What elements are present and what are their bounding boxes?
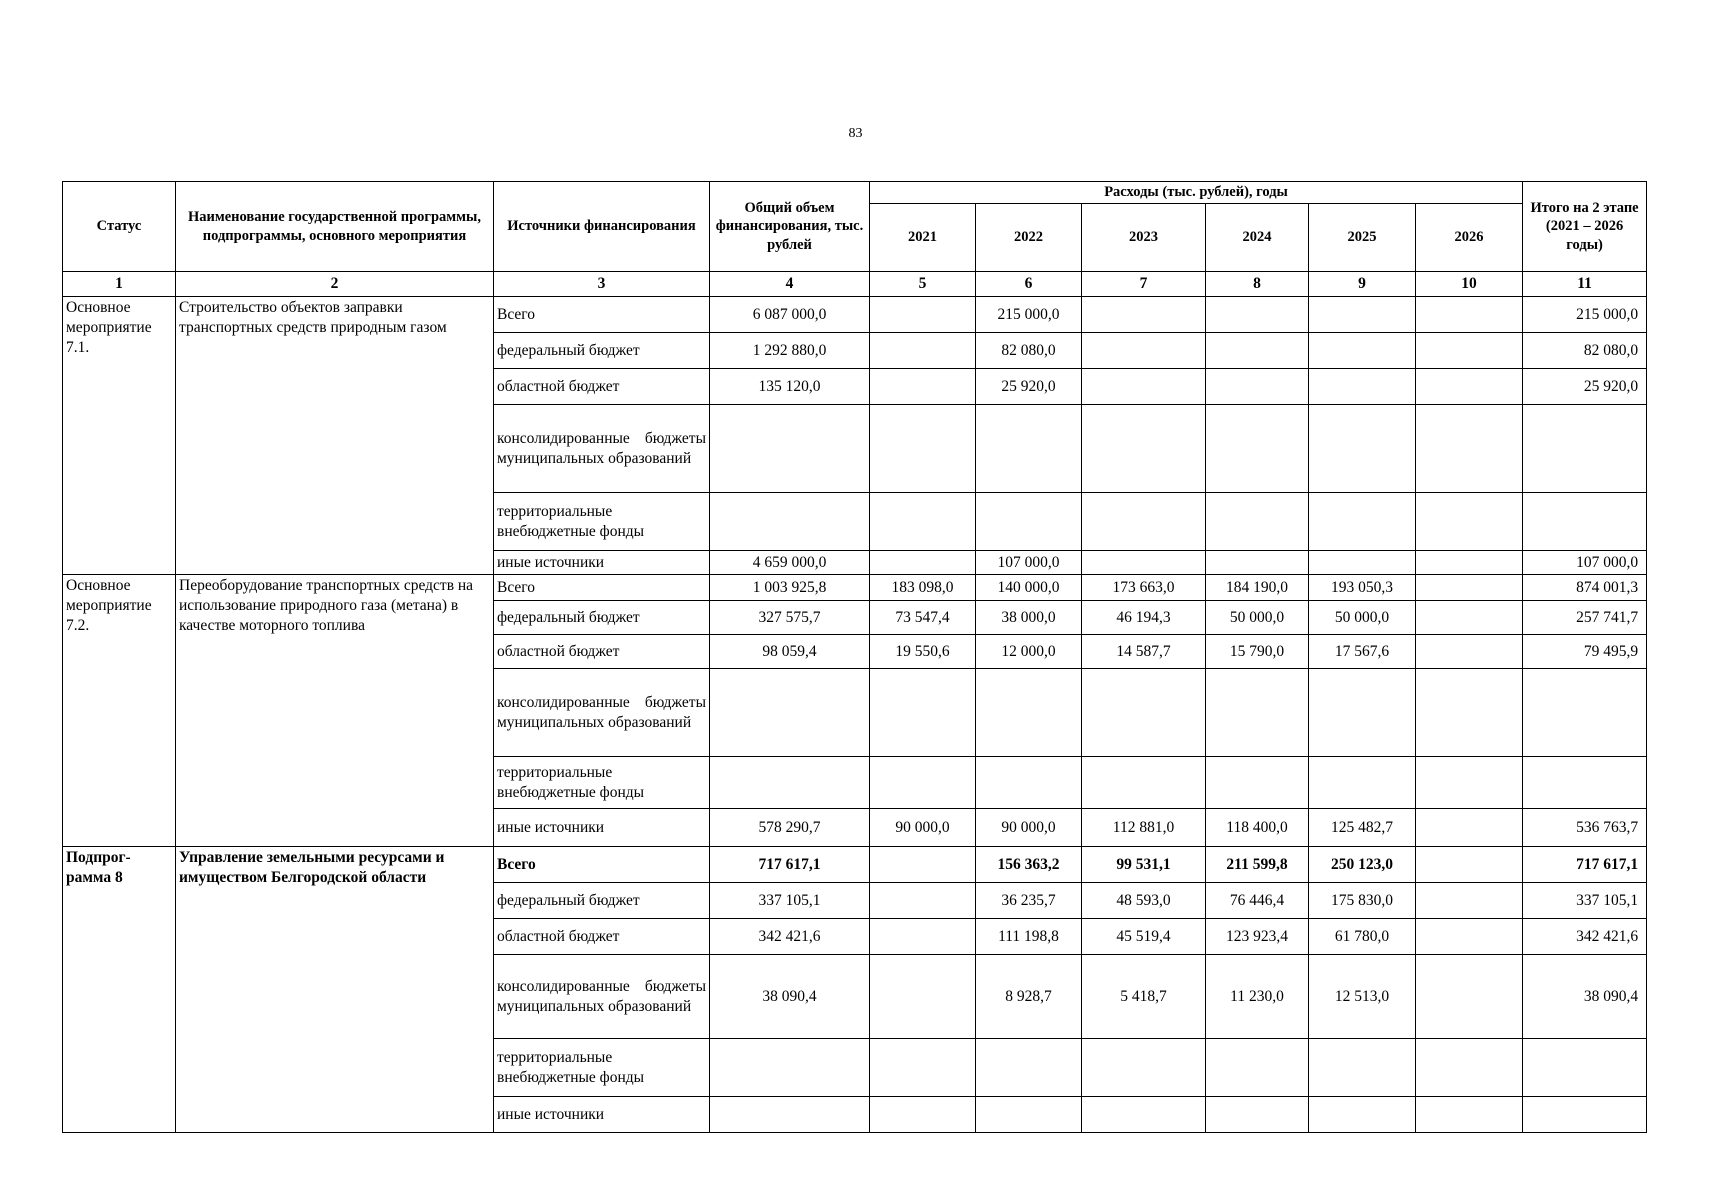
column-number: 4 [710, 272, 870, 297]
year-amount-cell: 250 123,0 [1309, 847, 1416, 883]
header-sources: Источники финансирования [494, 182, 710, 272]
year-amount-cell [870, 955, 976, 1039]
column-number: 11 [1523, 272, 1647, 297]
year-amount-cell [1082, 297, 1206, 333]
year-amount-cell [870, 551, 976, 575]
year-amount-cell [976, 669, 1082, 757]
year-amount-cell: 12 000,0 [976, 635, 1082, 669]
year-amount-cell: 111 198,8 [976, 919, 1082, 955]
total-amount-cell [710, 669, 870, 757]
stage-total-cell: 25 920,0 [1523, 369, 1647, 405]
total-amount-cell: 342 421,6 [710, 919, 870, 955]
total-amount-cell: 135 120,0 [710, 369, 870, 405]
header-year: 2026 [1416, 204, 1523, 272]
stage-total-cell [1523, 1039, 1647, 1097]
year-amount-cell [1082, 1039, 1206, 1097]
total-amount-cell: 337 105,1 [710, 883, 870, 919]
year-amount-cell [1082, 757, 1206, 809]
year-amount-cell: 193 050,3 [1309, 575, 1416, 601]
stage-total-cell [1523, 405, 1647, 493]
table-header [63, 182, 1647, 297]
header-year: 2024 [1206, 204, 1309, 272]
stage-total-cell: 536 763,7 [1523, 809, 1647, 847]
year-amount-cell [1309, 297, 1416, 333]
funding-source-cell: федеральный бюджет [494, 333, 710, 369]
total-amount-cell [710, 757, 870, 809]
year-amount-cell [870, 297, 976, 333]
funding-source-cell: иные источники [494, 809, 710, 847]
year-amount-cell: 8 928,7 [976, 955, 1082, 1039]
stage-total-cell: 215 000,0 [1523, 297, 1647, 333]
year-amount-cell [870, 1039, 976, 1097]
year-amount-cell [1206, 405, 1309, 493]
total-amount-cell: 38 090,4 [710, 955, 870, 1039]
year-amount-cell: 211 599,8 [1206, 847, 1309, 883]
funding-source-cell: территориальные внебюджетные фонды [494, 757, 710, 809]
year-amount-cell [1309, 493, 1416, 551]
year-amount-cell: 90 000,0 [976, 809, 1082, 847]
year-amount-cell: 215 000,0 [976, 297, 1082, 333]
year-amount-cell: 14 587,7 [1082, 635, 1206, 669]
year-amount-cell: 25 920,0 [976, 369, 1082, 405]
status-cell: Основное мероприятие 7.1. [63, 297, 176, 575]
page-number: 83 [848, 126, 863, 141]
year-amount-cell: 184 190,0 [1206, 575, 1309, 601]
year-amount-cell: 125 482,7 [1309, 809, 1416, 847]
year-amount-cell [1416, 405, 1523, 493]
year-amount-cell [1309, 405, 1416, 493]
table-body [63, 297, 1647, 1133]
year-amount-cell [976, 1097, 1082, 1133]
column-number: 2 [176, 272, 494, 297]
year-amount-cell: 73 547,4 [870, 601, 976, 635]
year-amount-cell: 107 000,0 [976, 551, 1082, 575]
year-amount-cell [1309, 1039, 1416, 1097]
stage-total-cell: 79 495,9 [1523, 635, 1647, 669]
year-amount-cell [1206, 297, 1309, 333]
year-amount-cell [1206, 1097, 1309, 1133]
total-amount-cell [710, 405, 870, 493]
year-amount-cell: 112 881,0 [1082, 809, 1206, 847]
total-amount-cell: 578 290,7 [710, 809, 870, 847]
column-number: 1 [63, 272, 176, 297]
column-number: 10 [1416, 272, 1523, 297]
funding-source-cell: областной бюджет [494, 635, 710, 669]
year-amount-cell [1416, 551, 1523, 575]
year-amount-cell [870, 1097, 976, 1133]
header-stage-total: Итого на 2 этапе (2021 – 2026 годы) [1523, 182, 1647, 272]
year-amount-cell: 11 230,0 [1206, 955, 1309, 1039]
year-amount-cell [1082, 669, 1206, 757]
column-number: 8 [1206, 272, 1309, 297]
total-amount-cell: 1 292 880,0 [710, 333, 870, 369]
year-amount-cell: 183 098,0 [870, 575, 976, 601]
funding-source-cell: областной бюджет [494, 919, 710, 955]
stage-total-cell [1523, 757, 1647, 809]
year-amount-cell [1082, 493, 1206, 551]
year-amount-cell [870, 669, 976, 757]
stage-total-cell: 717 617,1 [1523, 847, 1647, 883]
year-amount-cell [1082, 333, 1206, 369]
year-amount-cell [870, 369, 976, 405]
year-amount-cell [1416, 333, 1523, 369]
status-cell: Подпрог-рамма 8 [63, 847, 176, 1133]
table-row [63, 847, 1647, 883]
year-amount-cell: 140 000,0 [976, 575, 1082, 601]
year-amount-cell [1416, 1039, 1523, 1097]
total-amount-cell: 98 059,4 [710, 635, 870, 669]
status-cell: Основное мероприятие 7.2. [63, 575, 176, 847]
stage-total-cell: 38 090,4 [1523, 955, 1647, 1039]
year-amount-cell [976, 757, 1082, 809]
column-number: 6 [976, 272, 1082, 297]
year-amount-cell [1309, 669, 1416, 757]
year-amount-cell: 123 923,4 [1206, 919, 1309, 955]
year-amount-cell [1416, 493, 1523, 551]
funding-source-cell: иные источники [494, 1097, 710, 1133]
year-amount-cell [870, 757, 976, 809]
column-number: 9 [1309, 272, 1416, 297]
year-amount-cell [1206, 369, 1309, 405]
funding-source-cell: консолидированные бюджеты муниципальных образований [494, 669, 710, 757]
year-amount-cell [1416, 809, 1523, 847]
funding-source-cell: федеральный бюджет [494, 601, 710, 635]
year-amount-cell [1309, 369, 1416, 405]
year-amount-cell [1416, 669, 1523, 757]
funding-source-cell: Всего [494, 847, 710, 883]
stage-total-cell [1523, 669, 1647, 757]
header-year: 2023 [1082, 204, 1206, 272]
year-amount-cell [1416, 601, 1523, 635]
total-amount-cell [710, 1097, 870, 1133]
year-amount-cell [1082, 369, 1206, 405]
year-amount-cell [1416, 847, 1523, 883]
funding-source-cell: федеральный бюджет [494, 883, 710, 919]
year-amount-cell: 12 513,0 [1309, 955, 1416, 1039]
stage-total-cell: 342 421,6 [1523, 919, 1647, 955]
stage-total-cell: 337 105,1 [1523, 883, 1647, 919]
header-total: Общий объем финансирования, тыс. рублей [710, 182, 870, 272]
funding-source-cell: областной бюджет [494, 369, 710, 405]
funding-source-cell: территориальные внебюджетные фонды [494, 1039, 710, 1097]
year-amount-cell: 82 080,0 [976, 333, 1082, 369]
program-name-cell: Управление земельными ресурсами и имуществом Белгородской области [176, 847, 494, 1133]
funding-source-cell: консолидированные бюджеты муниципальных образований [494, 955, 710, 1039]
year-amount-cell: 173 663,0 [1082, 575, 1206, 601]
funding-source-cell: Всего [494, 575, 710, 601]
program-name-cell: Переоборудование транспортных средств на использование природного газа (метана) в качестве моторного топлива [176, 575, 494, 847]
stage-total-cell [1523, 493, 1647, 551]
funding-source-cell: Всего [494, 297, 710, 333]
program-name-cell: Строительство объектов заправки транспортных средств природным газом [176, 297, 494, 575]
year-amount-cell [1309, 333, 1416, 369]
year-amount-cell: 17 567,6 [1309, 635, 1416, 669]
year-amount-cell [1309, 757, 1416, 809]
year-amount-cell [870, 847, 976, 883]
header-year: 2025 [1309, 204, 1416, 272]
year-amount-cell [1416, 919, 1523, 955]
year-amount-cell [870, 919, 976, 955]
year-amount-cell: 45 519,4 [1082, 919, 1206, 955]
total-amount-cell [710, 493, 870, 551]
year-amount-cell: 48 593,0 [1082, 883, 1206, 919]
header-status: Статус [63, 182, 176, 272]
stage-total-cell: 82 080,0 [1523, 333, 1647, 369]
year-amount-cell [1416, 757, 1523, 809]
column-number-row [63, 272, 1647, 297]
year-amount-cell [1309, 1097, 1416, 1133]
year-amount-cell [1206, 333, 1309, 369]
year-amount-cell: 175 830,0 [1309, 883, 1416, 919]
stage-total-cell: 874 001,3 [1523, 575, 1647, 601]
year-amount-cell [1309, 551, 1416, 575]
year-amount-cell [976, 1039, 1082, 1097]
year-amount-cell: 76 446,4 [1206, 883, 1309, 919]
year-amount-cell: 61 780,0 [1309, 919, 1416, 955]
year-amount-cell: 5 418,7 [1082, 955, 1206, 1039]
year-amount-cell [1416, 955, 1523, 1039]
year-amount-cell [870, 493, 976, 551]
year-amount-cell: 118 400,0 [1206, 809, 1309, 847]
year-amount-cell [1206, 669, 1309, 757]
funding-source-cell: территориальные внебюджетные фонды [494, 493, 710, 551]
year-amount-cell [976, 493, 1082, 551]
year-amount-cell: 90 000,0 [870, 809, 976, 847]
header-year: 2021 [870, 204, 976, 272]
year-amount-cell [1416, 369, 1523, 405]
column-number: 3 [494, 272, 710, 297]
stage-total-cell [1523, 1097, 1647, 1133]
year-amount-cell: 46 194,3 [1082, 601, 1206, 635]
header-expenses: Расходы (тыс. рублей), годы [870, 182, 1523, 204]
year-amount-cell [976, 405, 1082, 493]
total-amount-cell [710, 1039, 870, 1097]
header-name: Наименование государственной программы, подпрограммы, основного мероприятия [176, 182, 494, 272]
year-amount-cell: 156 363,2 [976, 847, 1082, 883]
year-amount-cell: 99 531,1 [1082, 847, 1206, 883]
stage-total-cell: 107 000,0 [1523, 551, 1647, 575]
year-amount-cell [1416, 635, 1523, 669]
funding-source-cell: консолидированные бюджеты муниципальных образований [494, 405, 710, 493]
year-amount-cell: 36 235,7 [976, 883, 1082, 919]
year-amount-cell: 19 550,6 [870, 635, 976, 669]
total-amount-cell: 1 003 925,8 [710, 575, 870, 601]
funding-source-cell: иные источники [494, 551, 710, 575]
total-amount-cell: 327 575,7 [710, 601, 870, 635]
year-amount-cell [1416, 297, 1523, 333]
year-amount-cell [1206, 757, 1309, 809]
year-amount-cell [870, 405, 976, 493]
year-amount-cell [1416, 1097, 1523, 1133]
year-amount-cell: 38 000,0 [976, 601, 1082, 635]
table-row [63, 575, 1647, 601]
year-amount-cell [1416, 575, 1523, 601]
year-amount-cell: 50 000,0 [1206, 601, 1309, 635]
column-number: 7 [1082, 272, 1206, 297]
year-amount-cell [1082, 405, 1206, 493]
year-amount-cell [1416, 883, 1523, 919]
year-amount-cell [870, 333, 976, 369]
total-amount-cell: 4 659 000,0 [710, 551, 870, 575]
year-amount-cell [870, 883, 976, 919]
year-amount-cell [1082, 1097, 1206, 1133]
header-year: 2022 [976, 204, 1082, 272]
year-amount-cell [1082, 551, 1206, 575]
stage-total-cell: 257 741,7 [1523, 601, 1647, 635]
column-number: 5 [870, 272, 976, 297]
table-row [63, 297, 1647, 333]
total-amount-cell: 717 617,1 [710, 847, 870, 883]
year-amount-cell [1206, 493, 1309, 551]
year-amount-cell: 50 000,0 [1309, 601, 1416, 635]
year-amount-cell: 15 790,0 [1206, 635, 1309, 669]
total-amount-cell: 6 087 000,0 [710, 297, 870, 333]
year-amount-cell [1206, 1039, 1309, 1097]
financing-table [62, 181, 1647, 1133]
year-amount-cell [1206, 551, 1309, 575]
